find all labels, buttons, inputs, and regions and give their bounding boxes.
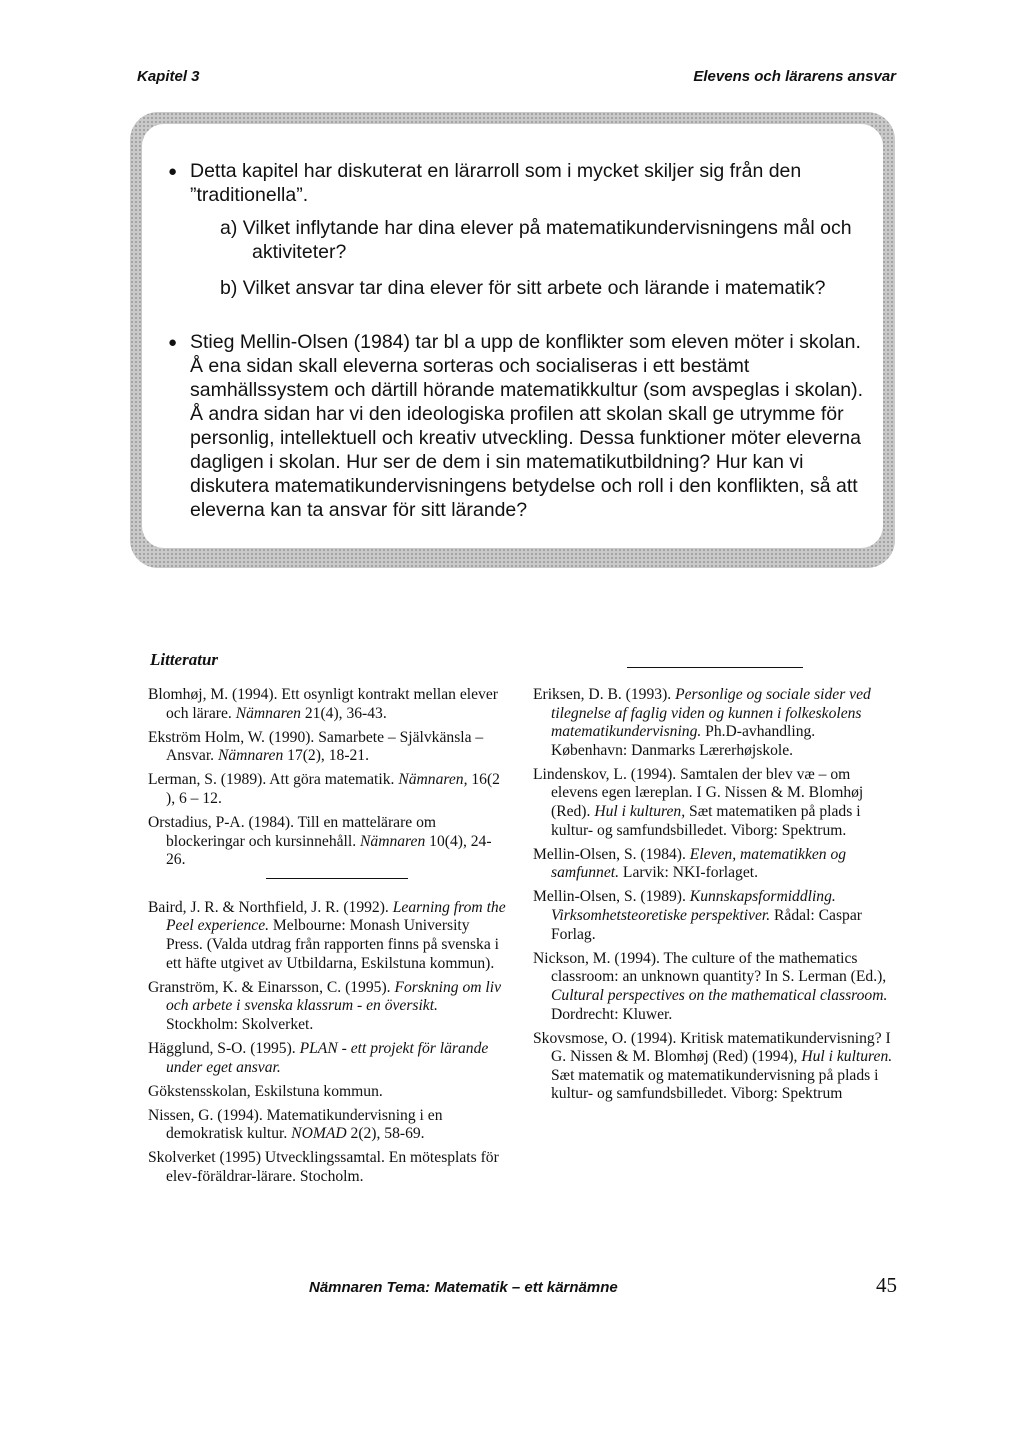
reference-em: Forskning om liv och arbete i svenska klassrum - en översikt.: [166, 978, 501, 1015]
reference-entry: [533, 846, 895, 883]
reference-pre: Mellin-Olsen, S. (1984).: [533, 845, 690, 863]
reference-entry: [533, 766, 895, 840]
separator-rule: [266, 878, 408, 879]
reference-pre: Eriksen, D. B. (1993).: [533, 686, 676, 703]
reference-post: 17(2), 18-21.: [283, 747, 370, 765]
reference-post: Rådal: Caspar Forlag.: [551, 907, 862, 943]
reference-em: Nämnaren: [360, 832, 426, 850]
reference-em: Nämnaren: [235, 704, 301, 722]
reference-pre: Granström, K. & Einarsson, C. (1995).: [148, 978, 395, 996]
reference-entry: [533, 1030, 895, 1104]
reference-entry: [148, 771, 508, 808]
reference-pre: Blomhøj, M. (1994). Ett osynligt kontrakt mellan elever och lärare.: [148, 686, 498, 722]
reference-em: Hul i kulturen.: [801, 1048, 893, 1066]
reference-pre: Skovsmose, O. (1994). Kritisk matematikundervisning? I G. Nissen & M. Blomhøj (Red) (1994),: [533, 1029, 891, 1066]
discussion-box: [130, 112, 895, 568]
reference-em: Learning from the Peel experience.: [166, 898, 506, 935]
bullet-icon: ●: [168, 334, 178, 351]
discussion-box-content: [142, 124, 883, 548]
question-1: Detta kapitel har diskuterat en lärarroll som i mycket skiljer sig från den ”traditionella”.: [190, 160, 802, 206]
reference-pre: Ekström Holm, W. (1990). Samarbete – Självkänsla – Ansvar.: [148, 728, 484, 765]
reference-group: [533, 686, 895, 1104]
reference-em: Personlige og sociale sider ved tilegnelse af faglig viden og kunnen i folkeskolens matematikundervisning.: [551, 686, 871, 741]
bullet-icon: ●: [168, 163, 178, 180]
reference-column-left: [148, 686, 508, 1192]
separator-rule: [627, 667, 803, 668]
reference-pre: Baird, J. R. & Northfield, J. R. (1992).: [148, 898, 393, 916]
reference-entry: [148, 814, 508, 870]
reference-post: Ph.D-avhandling. København: Danmarks Lærerhøjskole.: [551, 723, 816, 759]
footer-title: Nämnaren Tema: Matematik – ett kärnämne: [309, 1279, 618, 1296]
reference-post: Stockholm: Skolverket.: [166, 1015, 314, 1033]
reference-group: [148, 899, 508, 1187]
running-head-chapter: Kapitel 3: [137, 68, 200, 85]
reference-entry: [148, 729, 508, 766]
reference-entry: [148, 1040, 508, 1077]
reference-em: Nämnaren,: [398, 771, 468, 789]
reference-entry: [148, 1107, 508, 1144]
reference-post: 21(4), 36-43.: [300, 704, 387, 722]
reference-em: Cultural perspectives on the mathematical classroom.: [551, 986, 888, 1004]
reference-em: NOMAD: [291, 1125, 347, 1143]
reference-post: Melbourne: Monash University Press. (Valda utdrag från rapporten finns på svenska i ett häfte utgivet av Utbildarna, Eskilstuna kommun).: [166, 917, 500, 972]
reference-pre: Lindenskov, L. (1994). Samtalen der blev væ – om elevens egen læreplan. I G. Nissen & M. Blomhøj (Red).: [533, 765, 864, 821]
question-1b: b) Vilket ansvar tar dina elever för sitt arbete och lärande i matematik?: [220, 277, 826, 299]
running-head-section: Elevens och lärarens ansvar: [693, 68, 896, 85]
reference-post: 10(4), 24-26.: [166, 832, 492, 869]
reference-entry: [148, 979, 508, 1035]
reference-entry: [533, 888, 895, 944]
reference-entry: [148, 1149, 508, 1186]
reference-pre: Lerman, S. (1989). Att göra matematik.: [148, 771, 399, 789]
reference-pre: Nissen, G. (1994). Matematikundervisning i en demokratisk kultur.: [148, 1106, 443, 1143]
question-1a: a) Vilket inflytande har dina elever på matematikundervisningens mål och aktiviteter?: [220, 217, 852, 263]
reference-em: Hul i kulturen,: [594, 803, 686, 821]
reference-em: Nämnaren: [217, 747, 284, 765]
reference-entry: [533, 686, 895, 760]
reference-em: PLAN - ett projekt för lärande under eget ansvar.: [166, 1040, 489, 1076]
question-2: Stieg Mellin-Olsen (1984) tar bl a upp de konflikter som eleven möter i skolan. Å ena sidan skall eleverna sorteras och socialiseras i ett bestämt samhällssystem och därtill hörande matematikkultur (som avspeglas i skolan). Å andra sidan har vi den ideologiska profilen att skolan skall ge utrymme för personlig, intellektuell och kreativ utveckling. Dessa funktioner möter eleverna dagligen i skolan. Hur ser de dem i sin matematikutbildning? Hur kan vi diskutera matematikundervisningens betydelse och roll i den konflikten, så att eleverna kan ta ansvar för sitt lärande?: [190, 331, 864, 521]
reference-pre: Skolverket (1995) Utvecklingssamtal. En mötesplats för elev-föräldrar-lärare. Stocholm.: [148, 1149, 499, 1186]
reference-entry: [148, 686, 508, 723]
reference-pre: Gökstensskolan, Eskilstuna kommun.: [148, 1082, 383, 1100]
reference-post: Larvik: NKI-forlaget.: [619, 864, 759, 882]
reference-group: [148, 686, 508, 870]
reference-post: 2(2), 58-69.: [346, 1125, 425, 1143]
reference-post: 16(2 ), 6 – 12.: [166, 771, 500, 807]
reference-entry: [533, 950, 895, 1024]
reference-column-right: [533, 686, 895, 1109]
reference-post: Sæt matematiken på plads i kultur- og samfundsbilledet. Viborg: Spektrum.: [551, 803, 861, 839]
reference-pre: Mellin-Olsen, S. (1989).: [533, 888, 690, 906]
reference-post: Dordrecht: Kluwer.: [551, 1005, 673, 1023]
reference-entry: [148, 1083, 508, 1102]
reference-em: Kunnskapsformiddling. Virksomhetsteoretiske perspektiver.: [551, 888, 836, 925]
reference-em: Eleven, matematikken og samfunnet.: [551, 845, 847, 882]
reference-pre: Hägglund, S-O. (1995).: [148, 1040, 300, 1057]
literature-heading: Litteratur: [150, 650, 219, 669]
reference-post: Sæt matematik og matematikundervisning på plads i kultur- og samfundsbilledet. Viborg: Spektrum: [551, 1066, 879, 1103]
reference-pre: Orstadius, P-A. (1984). Till en mattelärare om blockeringar och kursinnehåll.: [148, 814, 437, 850]
page-number: 45: [876, 1273, 897, 1297]
reference-entry: [148, 899, 508, 973]
reference-pre: Nickson, M. (1994). The culture of the mathematics classroom: an unknown quantity? In S. Lerman (Ed.),: [533, 949, 887, 986]
